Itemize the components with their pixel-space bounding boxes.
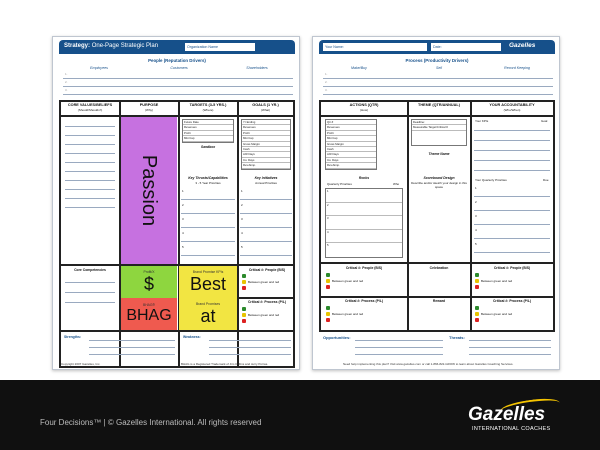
strengths-label: Strengths: [64, 335, 81, 339]
theme-name-label: Theme Name [428, 152, 450, 156]
process-columns [323, 66, 553, 71]
status-green-dot [242, 307, 246, 311]
core-competencies-label: Core Competencies [74, 268, 106, 272]
status-red-dot [242, 319, 246, 323]
col-header-targets: TARGETS (3-5 YRS.) (Where) [189, 103, 227, 112]
footer-copyright: Four Decisions™ | © Gazelles International. All rights reserved [40, 418, 262, 427]
bhag-word: BHAG [126, 307, 172, 324]
sandbox-label: Sandbox [200, 145, 216, 149]
goals-row: Rev./Emp. [242, 163, 290, 168]
status-yellow-dot [326, 279, 330, 283]
critical-people-label-2: Critical #: People (B/S) [493, 266, 531, 270]
priority-number: 2 [475, 200, 477, 204]
actions-table[interactable] [325, 119, 377, 170]
brand-promises-label: Brand Promises [195, 301, 221, 306]
goals-row: Gross Margin [242, 142, 290, 147]
actions-row: Mkt Cap [326, 136, 376, 141]
goal-label: Goal [541, 119, 548, 123]
celebration-label: Celebration [429, 266, 449, 270]
page-footer [0, 380, 600, 450]
goals-row: Yr Ending [242, 120, 290, 125]
your-name-field[interactable]: Your Name: [323, 43, 427, 51]
passion-word: Passion [138, 154, 161, 227]
priority-number: 5 [475, 242, 477, 246]
status-yellow-dot [475, 312, 479, 316]
col-shareholders: Shareholders [246, 66, 268, 70]
execution-sheet [312, 36, 560, 370]
priority-number: 4 [475, 228, 477, 232]
thrusts-sub: 3 - 5 Year Priorities [195, 181, 221, 185]
targets-row: Future Date [183, 120, 233, 125]
targets-row: Profit [183, 131, 233, 136]
goals-row: Inv. Days [242, 158, 290, 163]
col-employees: Employees [90, 66, 108, 70]
targets-row: Revenues [183, 125, 233, 130]
goals-table[interactable] [241, 119, 291, 170]
gazelles-logo: Gazelles [509, 42, 536, 49]
strategy-grid [59, 100, 295, 368]
col-header-purpose: PURPOSE (Why) [139, 103, 159, 112]
thrust-number: 1 [182, 189, 184, 193]
status-yellow-dot [242, 280, 246, 284]
people-lines [63, 72, 293, 94]
gazelles-brand-logo: Gazelles [468, 404, 546, 425]
goals-row: Cash [242, 147, 290, 152]
threats-label: Threats: [449, 335, 465, 340]
bhag-box[interactable] [121, 298, 177, 330]
who-label: Who [393, 182, 400, 186]
rock-row: 2 [326, 203, 402, 217]
actions-row: Gross Margin [326, 142, 376, 147]
profit-per-x-label: Profit/X [143, 269, 155, 274]
between-label: Between green and red [481, 279, 513, 283]
sheet-header [59, 40, 295, 54]
brand-kpis-box[interactable] [179, 266, 237, 298]
people-line[interactable]: 3. [63, 88, 293, 95]
opportunities-label: Opportunities: [323, 335, 351, 340]
critical-process-label-2: Critical #: Process (P/L) [492, 299, 532, 303]
initiative-number: 1 [241, 189, 243, 193]
thrust-number: 3 [182, 217, 184, 221]
execution-grid [319, 100, 555, 332]
status-red-dot [242, 286, 246, 290]
purpose-box[interactable] [121, 117, 177, 264]
thrust-number: 5 [182, 245, 184, 249]
critical-process-label: Critical #: Process (P/L) [247, 300, 287, 304]
rock-row: 1 [326, 189, 402, 203]
col-make-buy: Make/Buy [351, 66, 367, 70]
status-yellow-dot [475, 279, 479, 283]
right-footer: Need help implementing this plan? Visit www.gazelles.com or call 1-866-822-GROW to learn about Gazelles Coaching Services. [343, 362, 514, 366]
organization-name-field[interactable]: Organization Name [185, 43, 255, 51]
actions-row: A/R Days [326, 152, 376, 157]
col-header-goals: GOALS (1 YR.) (What) [252, 103, 279, 112]
thrust-number: 4 [182, 231, 184, 235]
people-line[interactable]: 2. [63, 80, 293, 87]
rocks-table[interactable] [325, 188, 403, 258]
status-green-dot [475, 273, 479, 277]
initiative-number: 3 [241, 217, 243, 221]
status-green-dot [242, 274, 246, 278]
status-red-dot [475, 285, 479, 289]
left-footer-copyright: Copyright 2007 Gazelles, Inc. [61, 362, 101, 366]
col-header-accountability: YOUR ACCOUNTABILITY (Who/When) [489, 103, 535, 112]
status-green-dot [475, 306, 479, 310]
actions-row: Profit [326, 131, 376, 136]
reward-label: Reward [432, 299, 446, 303]
your-kpis-label: Your KPIs [475, 119, 489, 123]
section-people-title: People (Reputation Drivers) [148, 58, 206, 63]
initiative-number: 2 [241, 203, 243, 207]
actions-row: Cash [326, 147, 376, 152]
status-red-dot [326, 285, 330, 289]
initiatives-sub: Annual Priorities [255, 181, 277, 185]
dollar-word: $ [143, 273, 154, 294]
strategy-sheet [52, 36, 300, 370]
critical-process-label: Critical #: Process (P/L) [344, 299, 384, 303]
theme-row: Measurable Target/Critical # [412, 125, 466, 130]
process-lines [323, 72, 553, 94]
col-header-core-values: CORE VALUES/BELIEFS (Should/Shouldn't) [67, 103, 113, 112]
goals-row: Revenues [242, 125, 290, 130]
col-header-actions: ACTIONS (QTR) (How) [349, 103, 379, 112]
date-field[interactable]: Date: [431, 43, 501, 51]
between-label: Between green and red [332, 312, 364, 316]
rocks-label: Rocks [358, 176, 370, 180]
sheet-header [319, 40, 555, 54]
between-label: Between green and red [248, 313, 280, 317]
bhag-small-label: BHAG® [142, 303, 156, 307]
process-line[interactable]: 1. [323, 72, 553, 79]
col-customers: Customers [170, 66, 188, 70]
status-red-dot [475, 318, 479, 322]
header-title: Strategy: One-Page Strategic Plan [64, 43, 159, 49]
process-line[interactable]: 2. [323, 80, 553, 87]
goals-row: Profit [242, 131, 290, 136]
theme-row: Deadline: [412, 120, 466, 125]
brand-kpis-label: Brand Promise KPIs [192, 269, 224, 274]
goals-row: A/R Days [242, 152, 290, 157]
left-footer-trademark: BHAG is a Registered Trademark of Jim Collins and Jerry Porras. [181, 362, 269, 366]
status-green-dot [326, 306, 330, 310]
scoreboard-sub: Describe and/or sketch your design in this space [411, 181, 467, 189]
rock-row: 5 [327, 243, 329, 248]
targets-row: Mkt Cap [183, 136, 233, 141]
initiatives-label: Key Initiatives [254, 176, 278, 180]
status-green-dot [326, 273, 330, 277]
thrusts-label: Key Thrusts/Capabilities [188, 176, 228, 180]
critical-people-label: Critical #: People (B/S) [248, 268, 286, 272]
actions-row: Rev./Emp. [326, 163, 376, 168]
actions-row: Inv. Days [326, 158, 376, 163]
brand-subtitle: INTERNATIONAL COACHES [472, 426, 551, 432]
quarterly-priorities-label: Quarterly Priorities [327, 182, 352, 186]
best-word: Best [189, 273, 227, 294]
col-sell: Sell [436, 66, 442, 70]
people-columns [63, 66, 293, 71]
status-yellow-dot [242, 313, 246, 317]
goals-row: Mkt Cap [242, 136, 290, 141]
thrust-number: 2 [182, 203, 184, 207]
status-yellow-dot [326, 312, 330, 316]
section-process-title: Process (Productivity Drivers) [405, 58, 469, 63]
due-label: Due [543, 178, 549, 182]
at-word: at [200, 305, 216, 326]
initiative-number: 4 [241, 231, 243, 235]
targets-table[interactable] [182, 119, 234, 143]
brand-promises-box[interactable] [179, 298, 237, 330]
col-record-keeping: Record Keeping [504, 66, 530, 70]
weakness-label: Weakness: [183, 335, 201, 339]
process-line[interactable]: 3. [323, 88, 553, 95]
people-line[interactable]: 1. [63, 72, 293, 79]
actions-row: Qtr # [326, 120, 376, 125]
priority-number: 3 [475, 214, 477, 218]
between-label: Between green and red [332, 279, 364, 283]
profit-per-x-box[interactable] [121, 266, 177, 298]
status-red-dot [326, 318, 330, 322]
between-label: Between green and red [248, 280, 280, 284]
col-header-theme: THEME (QTR/ANNUAL) [418, 103, 460, 107]
your-quarterly-priorities-label: Your Quarterly Priorities [475, 178, 507, 182]
theme-table[interactable] [411, 119, 467, 146]
between-label: Between green and red [481, 312, 513, 316]
rock-row: 4 [326, 230, 402, 244]
critical-people-label: Critical #: People (B/S) [345, 266, 383, 270]
initiative-number: 5 [241, 245, 243, 249]
rock-row: 3 [326, 216, 402, 230]
scoreboard-label: Scoreboard Design [423, 176, 455, 180]
priority-number: 1 [475, 186, 477, 190]
actions-row: Revenues [326, 125, 376, 130]
